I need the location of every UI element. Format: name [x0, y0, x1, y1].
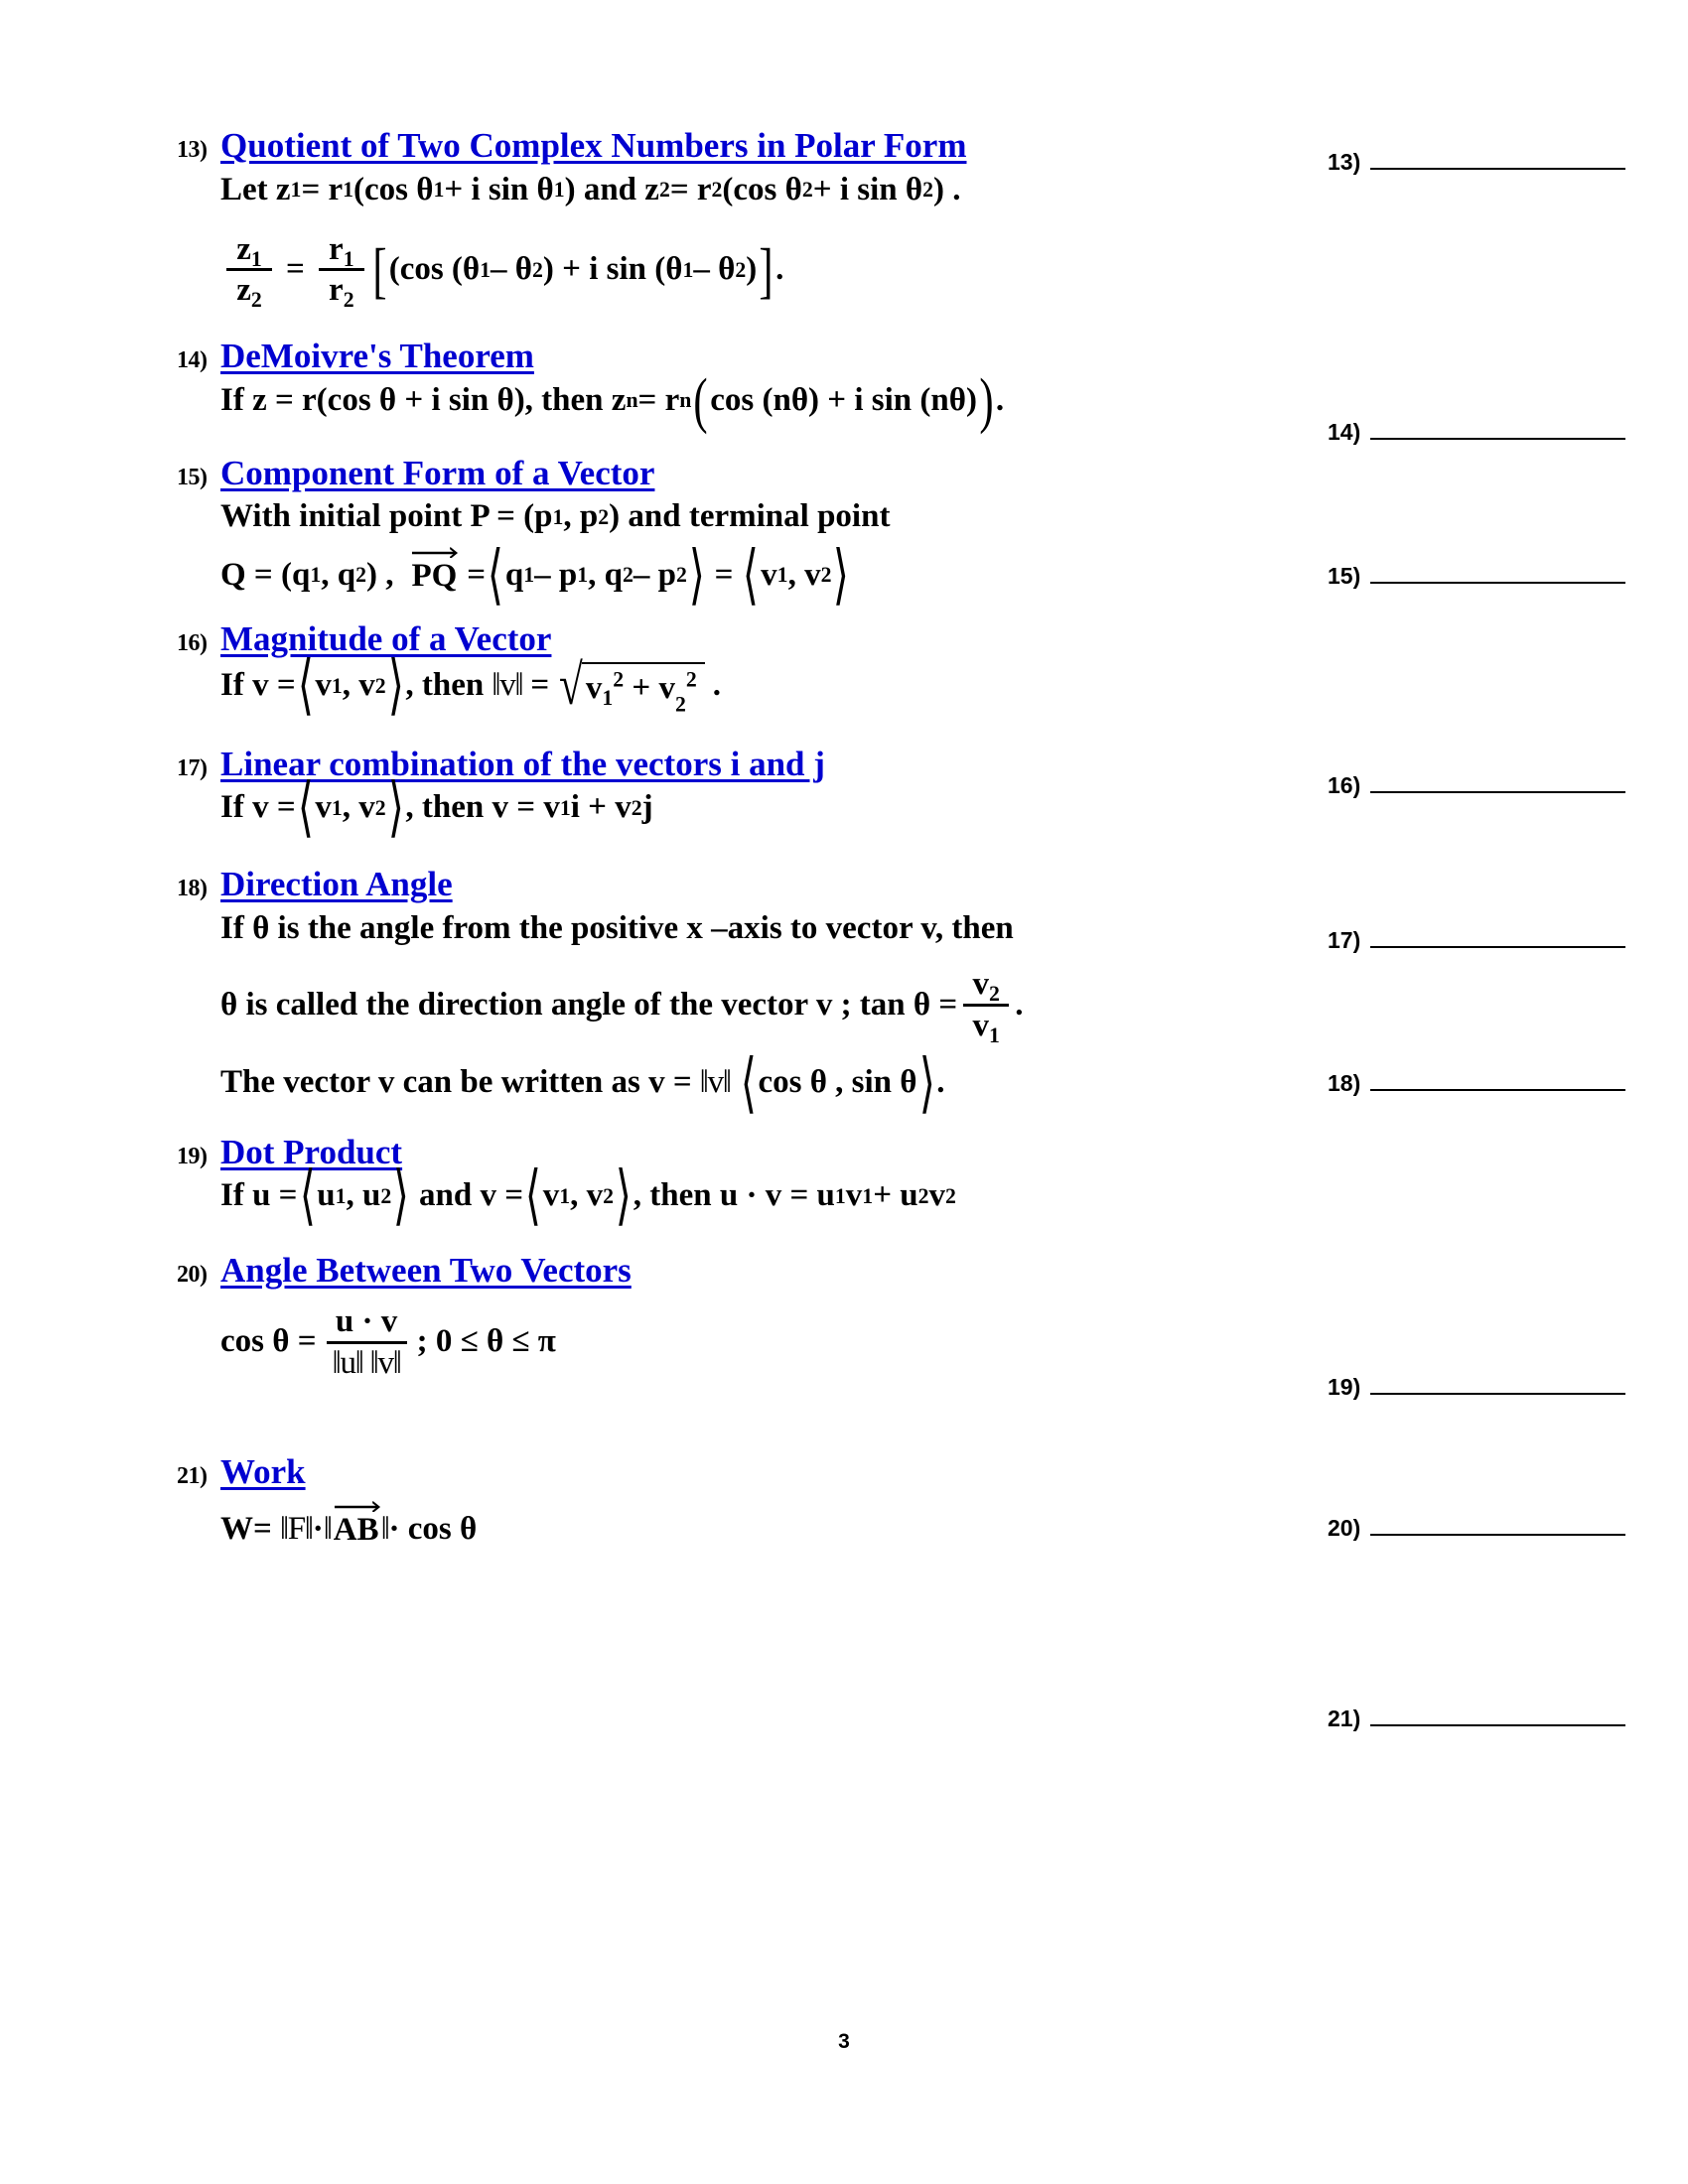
answer-blank-15[interactable]: [1328, 563, 1625, 590]
equals-sign: =: [286, 251, 305, 288]
answer-line[interactable]: [1370, 581, 1625, 584]
item-18-header: [177, 866, 1567, 904]
sub: 2: [988, 982, 1000, 1007]
answer-number-20: 20): [1328, 1515, 1361, 1541]
t: v: [315, 789, 332, 826]
t: cos (nθ) + i sin (nθ): [710, 381, 977, 418]
answer-line[interactable]: [1370, 1392, 1625, 1395]
t: Let z: [220, 171, 291, 207]
fraction-v2-v1: [963, 966, 1009, 1047]
bracket-close: ]: [759, 234, 774, 305]
item-title-13[interactable]: Quotient of Two Complex Numbers in Polar Form: [220, 126, 967, 165]
t: ) .: [932, 171, 961, 207]
angle-bracket-open: ⟨: [297, 771, 314, 845]
numerator: u · v: [335, 1302, 398, 1339]
t: r: [329, 272, 344, 309]
item-13-body: [220, 170, 1567, 313]
denominator: [966, 1007, 1005, 1047]
denominator: [230, 272, 268, 313]
sub: 2: [250, 288, 262, 313]
t: , q: [588, 556, 623, 593]
item-15-line-1: With initial point P = (p 1 , p 2 ) and terminal point: [220, 496, 1567, 537]
item-15-header: [177, 455, 1567, 493]
t: , v: [570, 1177, 604, 1214]
fraction-r1-r2: [319, 230, 364, 313]
numerator: [230, 230, 268, 271]
t: + u: [873, 1177, 918, 1214]
norm-bar-close: ‖: [380, 1510, 389, 1547]
answer-number-14: 14): [1328, 419, 1361, 445]
item-19-line-1: If u = ⟨ u 1 , u 2 ⟩ and v = ⟨ v 1 , v 2 ⟩ , then u · v = u 1 v 1 + u 2 v 2: [220, 1160, 956, 1233]
item-number-18: 18): [177, 876, 208, 902]
item-number-13: 13): [177, 137, 208, 163]
sub: 1: [602, 686, 614, 711]
t: v: [761, 556, 777, 593]
vector-pq: [411, 554, 457, 597]
t: cos θ =: [220, 1323, 317, 1360]
t: (cos θ: [353, 171, 434, 207]
t: ) and terminal point: [609, 498, 891, 535]
item-17-line-1: If v = ⟨ v 1 , v 2 ⟩ , then v = v 1 i + v 2 j: [220, 771, 653, 845]
t: v: [972, 966, 989, 1003]
t: – θ: [491, 251, 533, 288]
t: v: [585, 670, 603, 707]
fraction-z1-z2: [226, 230, 272, 313]
item-20-header: [177, 1252, 1567, 1291]
t: PQ: [411, 557, 458, 594]
item-number-14: 14): [177, 347, 208, 374]
denominator: ‖u‖ ‖v‖: [332, 1344, 401, 1381]
t: ) ,: [365, 556, 394, 593]
t: If v =: [220, 789, 296, 826]
fraction-bar: [963, 1004, 1009, 1007]
t: v: [845, 1177, 863, 1214]
t: The vector v can be written as v =: [220, 1064, 692, 1101]
sub: 1: [988, 1023, 1000, 1047]
item-14-line-1: If z = r(cos θ + i sin θ), then z n = r n ( cos (nθ) + i sin (nθ) ) .: [220, 364, 1005, 435]
angle-bracket-open: ⟨: [743, 538, 760, 612]
t: – p: [633, 556, 676, 593]
t: Q = (q: [220, 556, 311, 593]
t: ; 0 ≤ θ ≤ π: [416, 1323, 556, 1360]
t: , then: [405, 667, 485, 704]
t: and v =: [419, 1177, 524, 1214]
item-number-20: 20): [177, 1262, 208, 1289]
t: .: [936, 1064, 945, 1101]
radical-sign-icon: √: [559, 654, 583, 718]
item-title-20[interactable]: Angle Between Two Vectors: [220, 1251, 632, 1291]
square-root: [555, 654, 705, 718]
item-19-header: [177, 1134, 1567, 1172]
angle-bracket-open: ⟨: [299, 1160, 316, 1233]
item-13-line-1: Let z 1 = r 1 (cos θ 1 + i sin θ 1 ) and z 2 = r 2 (cos θ 2 + i sin θ 2 ) .: [220, 170, 1567, 210]
t: = r: [301, 171, 344, 207]
item-number-16: 16): [177, 629, 208, 656]
formula-item-19: [177, 1132, 1567, 1233]
angle-bracket-close: ⟩: [393, 1160, 410, 1233]
t: .: [995, 381, 1005, 418]
item-title-19[interactable]: Dot Product: [220, 1132, 403, 1171]
fraction-dot-over-norms: [327, 1304, 407, 1380]
formula-item-20: [177, 1252, 1567, 1380]
t: , v: [342, 789, 375, 826]
answer-number-16: 16): [1328, 772, 1361, 798]
answer-line[interactable]: [1370, 1088, 1625, 1091]
t: AB: [333, 1511, 379, 1548]
formula-item-18: [177, 865, 1567, 1120]
t: W=: [220, 1510, 272, 1547]
numerator: [323, 230, 360, 271]
answer-blank-14[interactable]: [1328, 419, 1625, 446]
t: .: [712, 667, 721, 704]
norm-bar-open: ‖: [323, 1510, 332, 1547]
t: , v: [787, 556, 821, 593]
item-title-17[interactable]: Linear combination of the vectors i and j: [220, 744, 825, 783]
answer-blank-20[interactable]: [1328, 1515, 1625, 1542]
t: (cos (θ: [388, 251, 481, 288]
answer-number-18: 18): [1328, 1070, 1361, 1096]
t: u: [317, 1177, 336, 1214]
angle-bracket-open: ⟨: [740, 1046, 757, 1120]
fraction-bar: [327, 1341, 407, 1344]
sub: 2: [674, 692, 686, 717]
answer-line[interactable]: [1370, 1723, 1625, 1726]
angle-bracket-close: ⟩: [688, 538, 705, 612]
t: If z = r(cos θ + i sin θ), then z: [220, 381, 627, 418]
norm-v: ‖v‖: [699, 1064, 731, 1101]
answer-blank-21[interactable]: [1328, 1706, 1625, 1732]
item-number-15: 15): [177, 464, 208, 490]
answer-line[interactable]: [1370, 167, 1625, 170]
item-13-line-2: $\frac{z_1}{z_2}$ = $\frac{r_1}{r_2}$ [ (cos (θ 1 – θ 2 ) + i sin (θ 1 – θ 2 ) ] .: [220, 232, 1567, 308]
numerator: [966, 966, 1005, 1007]
item-21-header: [177, 1453, 1567, 1492]
t: , p: [563, 498, 599, 535]
item-title-18[interactable]: Direction Angle: [220, 865, 453, 904]
angle-bracket-close: ⟩: [387, 649, 404, 723]
t: (cos θ: [722, 171, 802, 207]
arrow-icon: [334, 1500, 381, 1512]
angle-bracket-open: ⟨: [297, 649, 314, 723]
answer-number-19: 19): [1328, 1374, 1361, 1400]
item-number-17: 17): [177, 754, 208, 781]
item-18-line-2: [220, 966, 1567, 1047]
angle-bracket-close: ⟩: [918, 1046, 935, 1120]
answer-blank-18[interactable]: [1328, 1070, 1625, 1097]
t: · cos θ: [388, 1510, 478, 1547]
radicand: [582, 662, 705, 717]
t: .: [775, 251, 784, 288]
formula-item-14: [177, 337, 1567, 435]
t: =: [530, 667, 550, 704]
item-20-line-1: [220, 1304, 1567, 1380]
t: ) and z: [564, 171, 659, 207]
item-title-21[interactable]: Work: [220, 1452, 306, 1492]
page-number: 3: [838, 2030, 850, 2053]
item-title-15[interactable]: Component Form of a Vector: [220, 453, 655, 492]
sup: 2: [685, 667, 697, 692]
answer-line[interactable]: [1370, 1533, 1625, 1536]
item-16-body: [220, 649, 1567, 723]
t: , v: [342, 667, 375, 704]
t: z: [236, 272, 251, 309]
t: .: [1015, 986, 1024, 1023]
sup: 2: [613, 667, 625, 692]
t: , then v = v: [405, 789, 560, 826]
t: , u: [346, 1177, 381, 1214]
formula-item-16: [177, 618, 1567, 723]
t: ·: [312, 1510, 324, 1547]
angle-bracket-open: ⟨: [488, 538, 503, 612]
t: =: [467, 556, 487, 593]
t: , then u · v = u: [633, 1177, 835, 1214]
t: If v =: [220, 667, 296, 704]
item-number-21: 21): [177, 1463, 208, 1490]
sub: 1: [250, 246, 262, 271]
denominator: [323, 272, 360, 313]
item-19-body: [220, 1160, 1567, 1233]
item-20-body: [220, 1304, 1567, 1380]
t: θ is called the direction angle of the vector v ; tan θ =: [220, 986, 958, 1023]
answer-line[interactable]: [1370, 945, 1625, 948]
answer-line[interactable]: [1370, 437, 1625, 440]
t: cos θ , sin θ: [758, 1064, 917, 1101]
answer-number-13: 13): [1328, 149, 1361, 175]
item-16-line-1: If v = ⟨ v 1 , v 2 ⟩ , then ‖v‖ = √ $v_1^2 + v_2^2$ .: [220, 649, 721, 723]
answer-blank-17[interactable]: [1328, 927, 1625, 954]
answer-blank-19[interactable]: [1328, 1374, 1625, 1401]
angle-bracket-close: ⟩: [833, 538, 850, 612]
answer-blank-13[interactable]: [1328, 149, 1625, 176]
t: i + v: [570, 789, 632, 826]
fraction-bar: [226, 268, 272, 271]
item-title-16[interactable]: Magnitude of a Vector: [220, 618, 552, 658]
fraction-bar: [319, 268, 364, 271]
t: ): [746, 251, 758, 288]
paren-close: ): [979, 364, 994, 435]
t: + i sin θ: [444, 171, 554, 207]
t: z: [236, 230, 251, 267]
t: q: [504, 556, 524, 593]
t: v: [315, 667, 332, 704]
t: If θ is the angle from the positive x –axis to vector v, then: [220, 909, 1014, 946]
angle-bracket-close: ⟩: [387, 771, 404, 845]
t: ) + i sin (θ: [542, 251, 683, 288]
item-15-line-2: Q = (q 1 , q 2 ) , PQ = ⟨ q 1 – p 1 , q 2 – p 2 ⟩ = ⟨ v 1 , v 2 ⟩: [220, 538, 850, 612]
answer-line[interactable]: [1370, 790, 1625, 793]
t: – θ: [693, 251, 736, 288]
angle-bracket-close: ⟩: [615, 1160, 632, 1233]
t: , q: [321, 556, 356, 593]
sub: 1: [343, 246, 354, 271]
t: = r: [669, 171, 712, 207]
t: + v: [624, 670, 675, 707]
item-16-header: [177, 620, 1567, 659]
vector-ab: [334, 1508, 379, 1551]
norm-v: ‖v‖: [492, 667, 523, 704]
t: v: [972, 1007, 989, 1043]
answer-number-17: 17): [1328, 927, 1361, 953]
t: = r: [637, 381, 680, 418]
answer-number-21: 21): [1328, 1706, 1361, 1731]
formula-list: [177, 127, 1567, 1557]
answer-blank-16[interactable]: [1328, 772, 1625, 799]
t: If u =: [220, 1177, 298, 1214]
item-number-19: 19): [177, 1143, 208, 1169]
t: With initial point P = (p: [220, 498, 553, 535]
norm-f: ‖F‖: [279, 1510, 313, 1547]
t: + i sin θ: [812, 171, 923, 207]
paren-open: (: [693, 364, 708, 435]
t: – p: [534, 556, 578, 593]
item-14-header: [177, 338, 1567, 376]
t: v: [542, 1177, 560, 1214]
item-title-14[interactable]: DeMoivre's Theorem: [220, 337, 534, 376]
t: j: [641, 789, 653, 826]
t: r: [329, 230, 344, 267]
bracket-open: [: [372, 234, 387, 305]
arrow-icon: [411, 546, 459, 558]
answer-number-15: 15): [1328, 563, 1361, 589]
t: v: [928, 1177, 945, 1214]
t: =: [714, 556, 734, 593]
angle-bracket-open: ⟨: [524, 1160, 541, 1233]
sub: 2: [343, 288, 354, 313]
